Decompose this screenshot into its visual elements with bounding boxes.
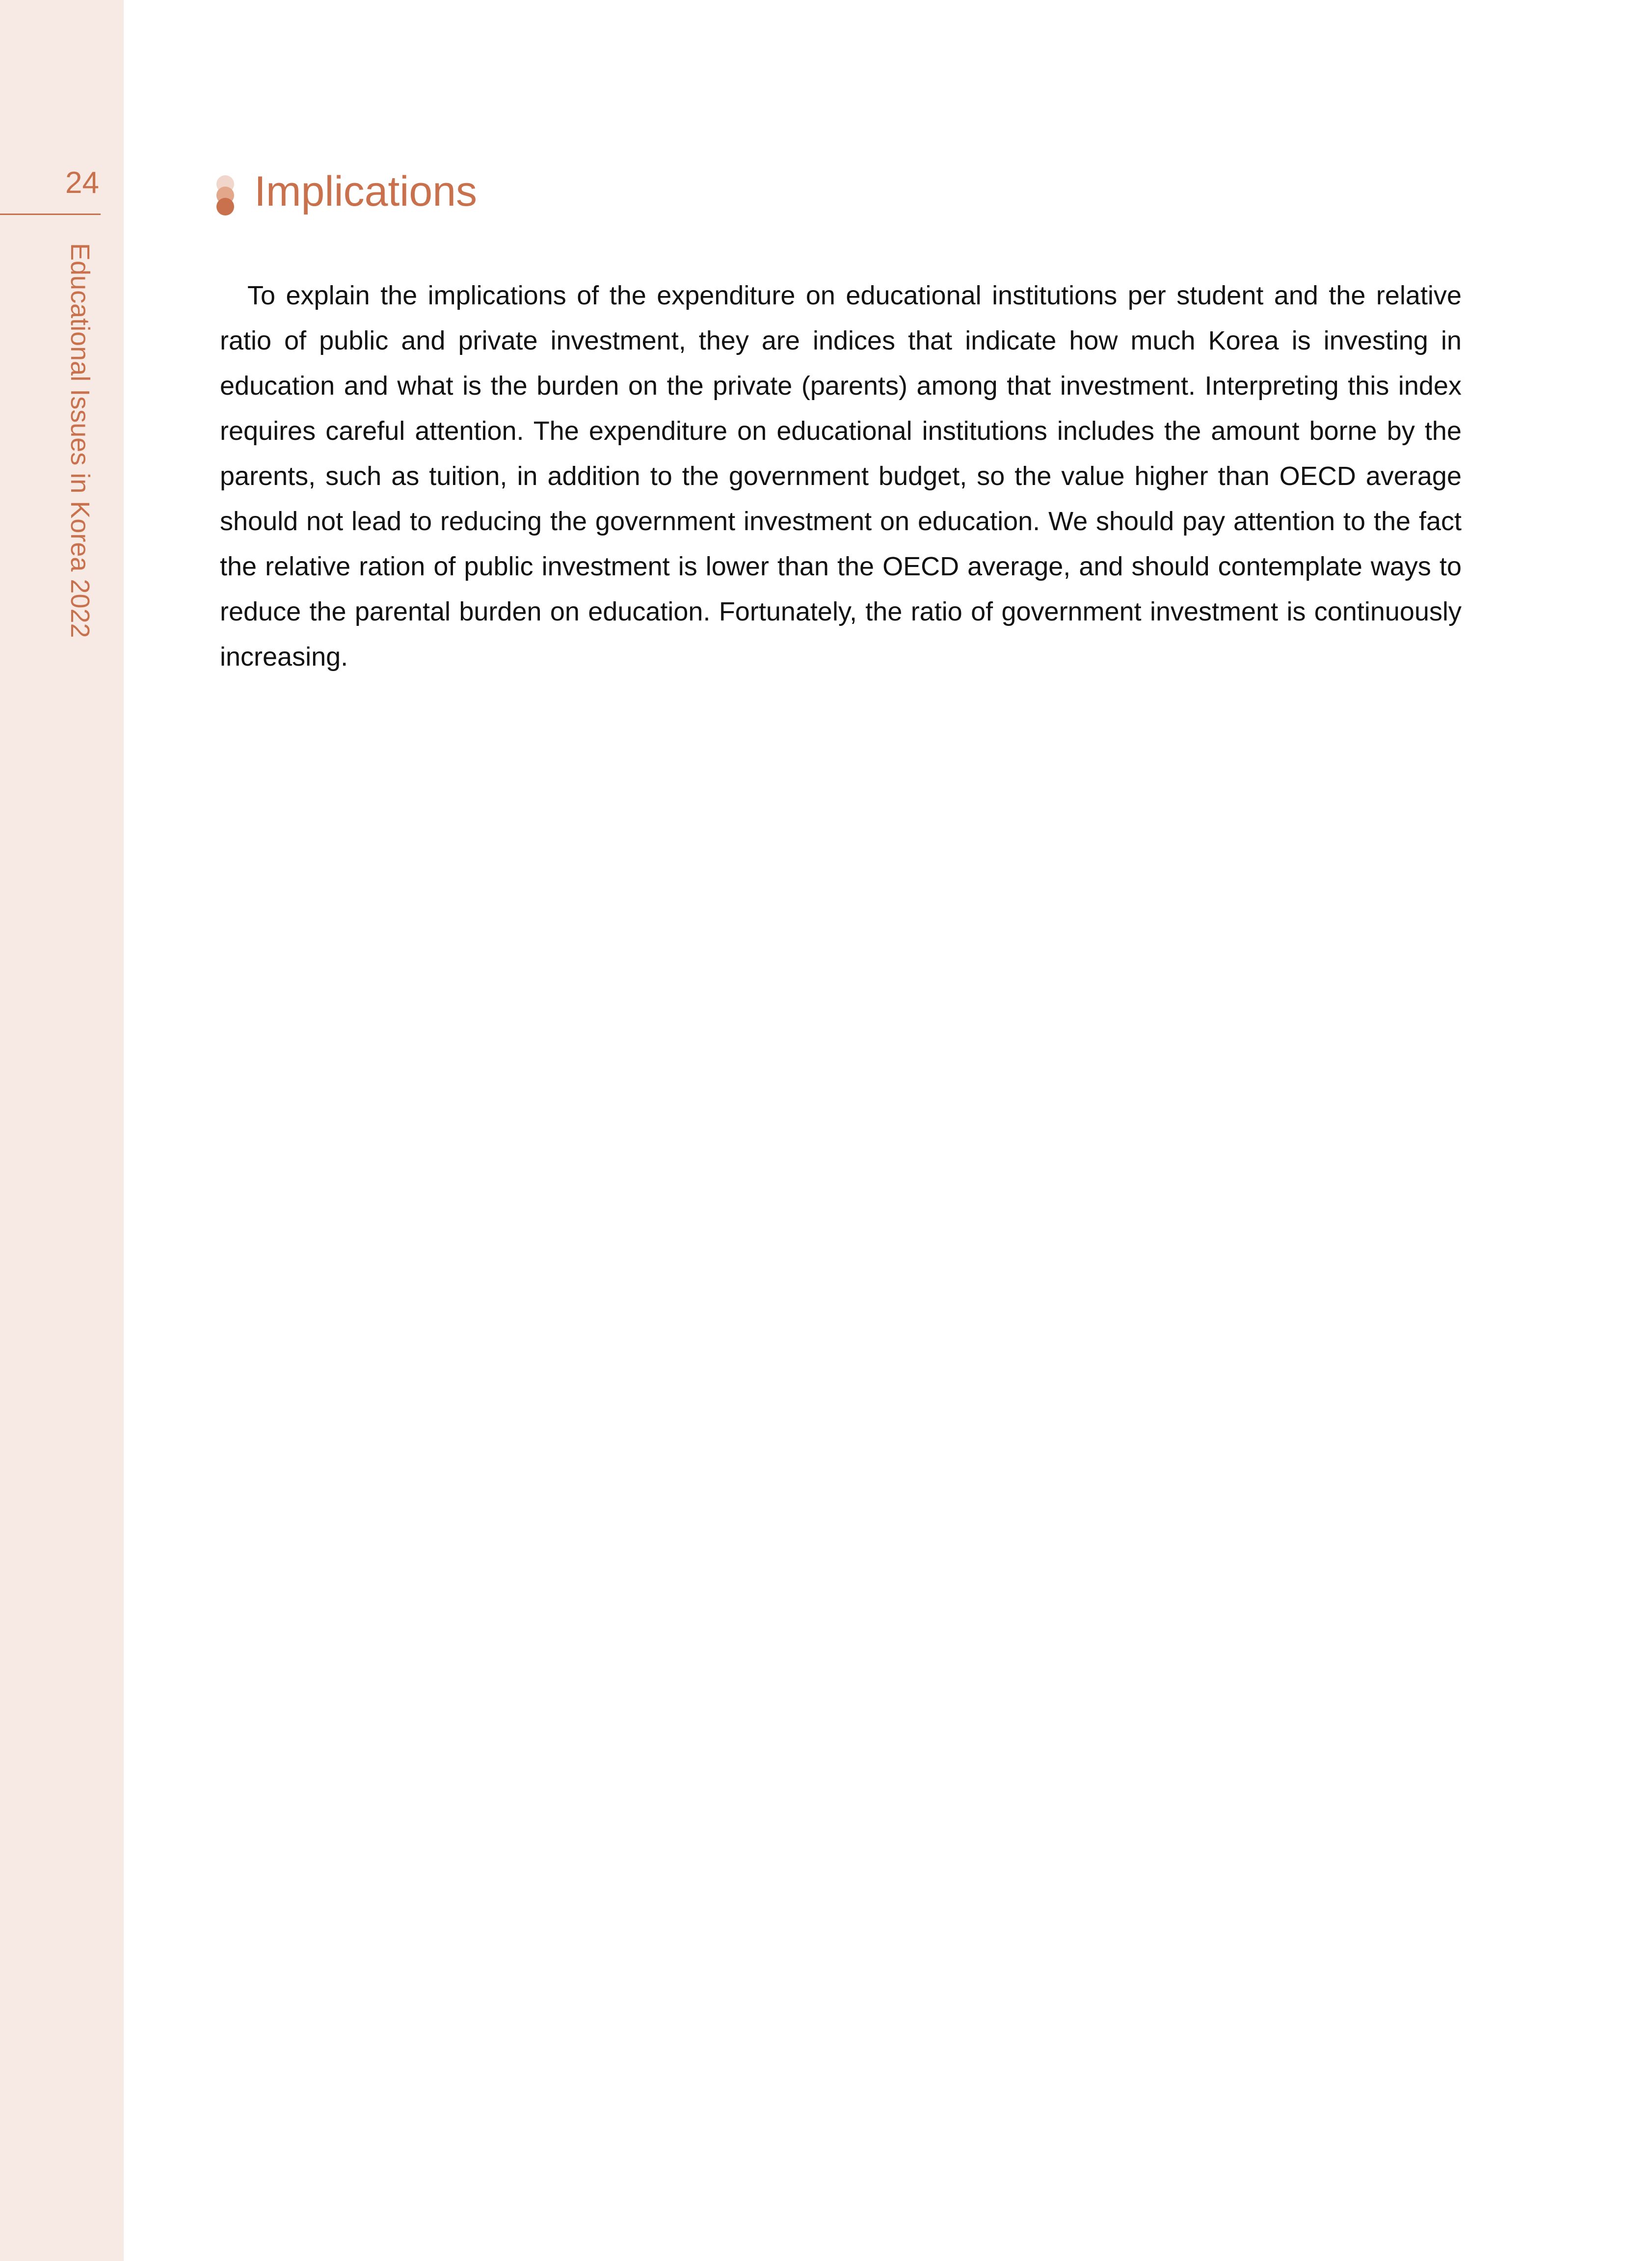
section-title: Implications xyxy=(254,168,478,215)
page-number: 24 xyxy=(65,166,99,200)
dot-bottom xyxy=(216,198,234,215)
side-margin-strip xyxy=(0,0,124,2261)
body-paragraph: To explain the implications of the expenditure on educational institutions per student and the relative ratio of public and private investment, they are indices that indicate how much Korea is investing in education and what is the burden on the private (parents) among that investment. Interpreting this index requires careful attention. The expenditure on educational institutions includes the amount borne by the parents, such as tuition, in addition to the government budget, so the value higher than OECD average should not lead to reducing the government investment on education. We should pay attention to the fact the relative ration of public investment is lower than the OECD average, and should contemplate ways to reduce the parental burden on education. Fortunately, the ratio of government investment is continuously increasing. xyxy=(220,281,1462,672)
three-dots-icon xyxy=(216,175,234,215)
page-number-rule xyxy=(0,214,101,215)
running-title: Educational Issues in Korea 2022 xyxy=(65,243,95,638)
